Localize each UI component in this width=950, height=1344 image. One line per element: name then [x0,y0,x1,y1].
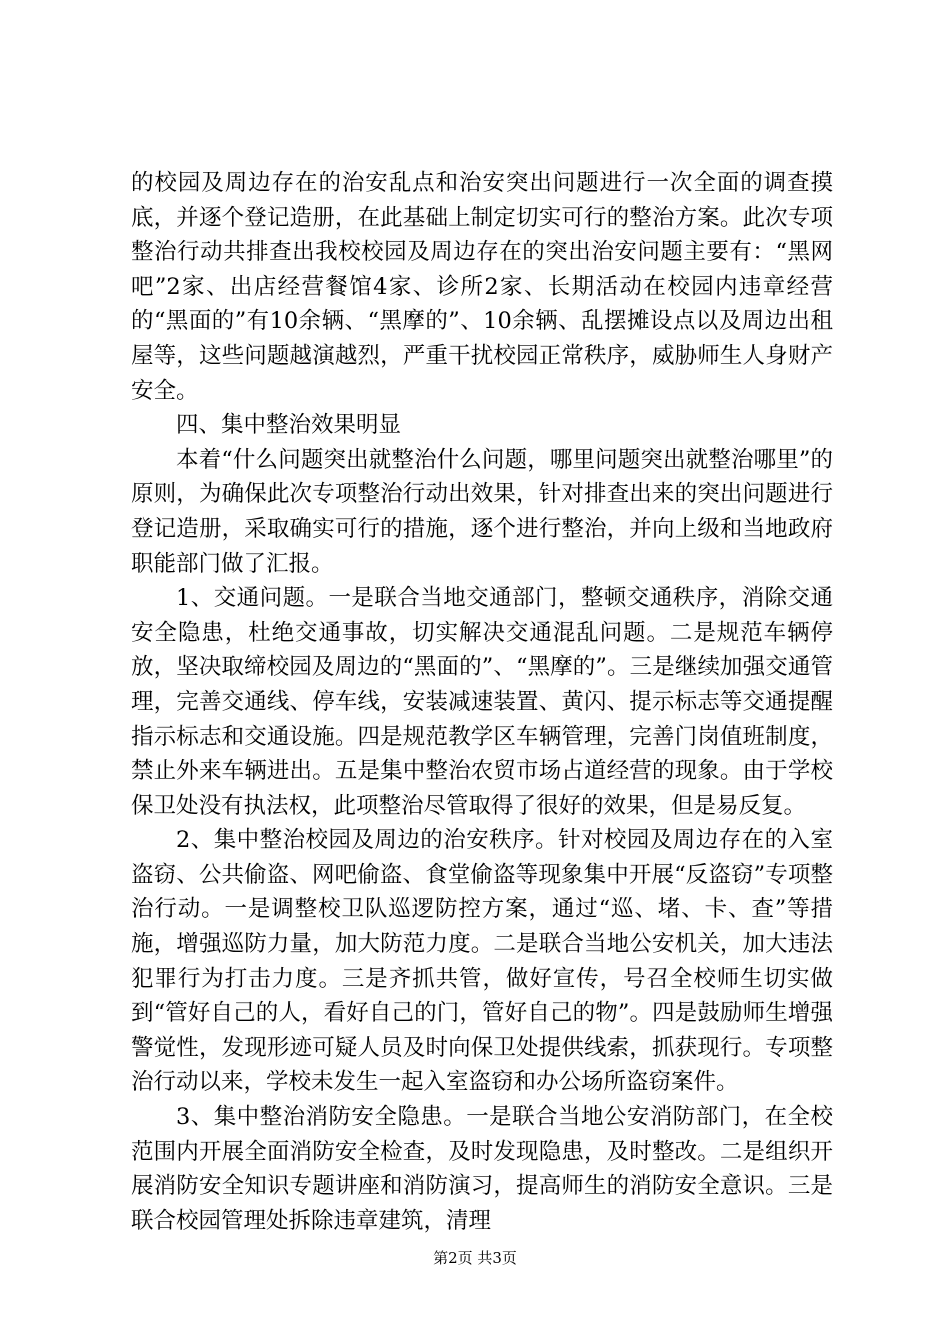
paragraph-principle: 本着“什么问题突出就整治什么问题，哪里问题突出就整治哪里”的原则，为确保此次专项整治行动出效果，针对排查出来的突出问题进行登记造册，采取确实可行的措施，逐个进行整治，并向上级和当地政府职能部门做了汇报。 [131,446,833,577]
paragraph-continuation: 的校园及周边存在的治安乱点和治安突出问题进行一次全面的调查摸底，并逐个登记造册，在此基础上制定切实可行的整治方案。此次专项整治行动共排查出我校校园及周边存在的突出治安问题主要有：“黑网吧”2家、出店经营餐馆4家、诊所2家、长期活动在校园内违章经营的“黑面的”有10余辆、“黑摩的”、10余辆、乱摆摊设点以及周边出租屋等，这些问题越演越烈，严重干扰校园正常秩序，威胁师生人身财产安全。 [131,170,833,404]
paragraph-traffic: 1、交通问题。一是联合当地交通部门，整顿交通秩序，消除交通安全隐患，杜绝交通事故，切实解决交通混乱问题。二是规范车辆停放，坚决取缔校园及周边的“黑面的”、“黑摩的”。三是继续加强交通管理，完善交通线、停车线，安装减速装置、黄闪、提示标志等交通提醒指示标志和交通设施。四是规范教学区车辆管理，完善门岗值班制度，禁止外来车辆进出。五是集中整治农贸市场占道经营的现象。由于学校保卫处没有执法权，此项整治尽管取得了很好的效果，但是易反复。 [131,585,833,819]
section-heading: 四、集中整治效果明显 [176,412,402,439]
paragraph-public-order: 2、集中整治校园及周边的治安秩序。针对校园及周边存在的入室盗窃、公共偷盗、网吧偷盗、食堂偷盗等现象集中开展“反盗窃”专项整治行动。一是调整校卫队巡逻防控方案，通过“巡、堵、卡、查”等措施，增强巡防力量，加大防范力度。二是联合当地公安机关，加大违法犯罪行为打击力度。三是齐抓共管，做好宣传，号召全校师生切实做到“管好自己的人，看好自己的门，管好自己的物”。四是鼓励师生增强警觉性，发现形迹可疑人员及时向保卫处提供线索，抓获现行。专项整治行动以来，学校未发生一起入室盗窃和办公场所盗窃案件。 [131,827,833,1096]
paragraph-fire-safety: 3、集中整治消防安全隐患。一是联合当地公安消防部门，在全校范围内开展全面消防安全检查，及时发现隐患，及时整改。二是组织开展消防安全知识专题讲座和消防演习，提高师生的消防安全意识。三是联合校园管理处拆除违章建筑，清理 [131,1104,833,1234]
page-footer: 第2页 共3页 [433,1249,517,1267]
document-body [131,166,833,1238]
